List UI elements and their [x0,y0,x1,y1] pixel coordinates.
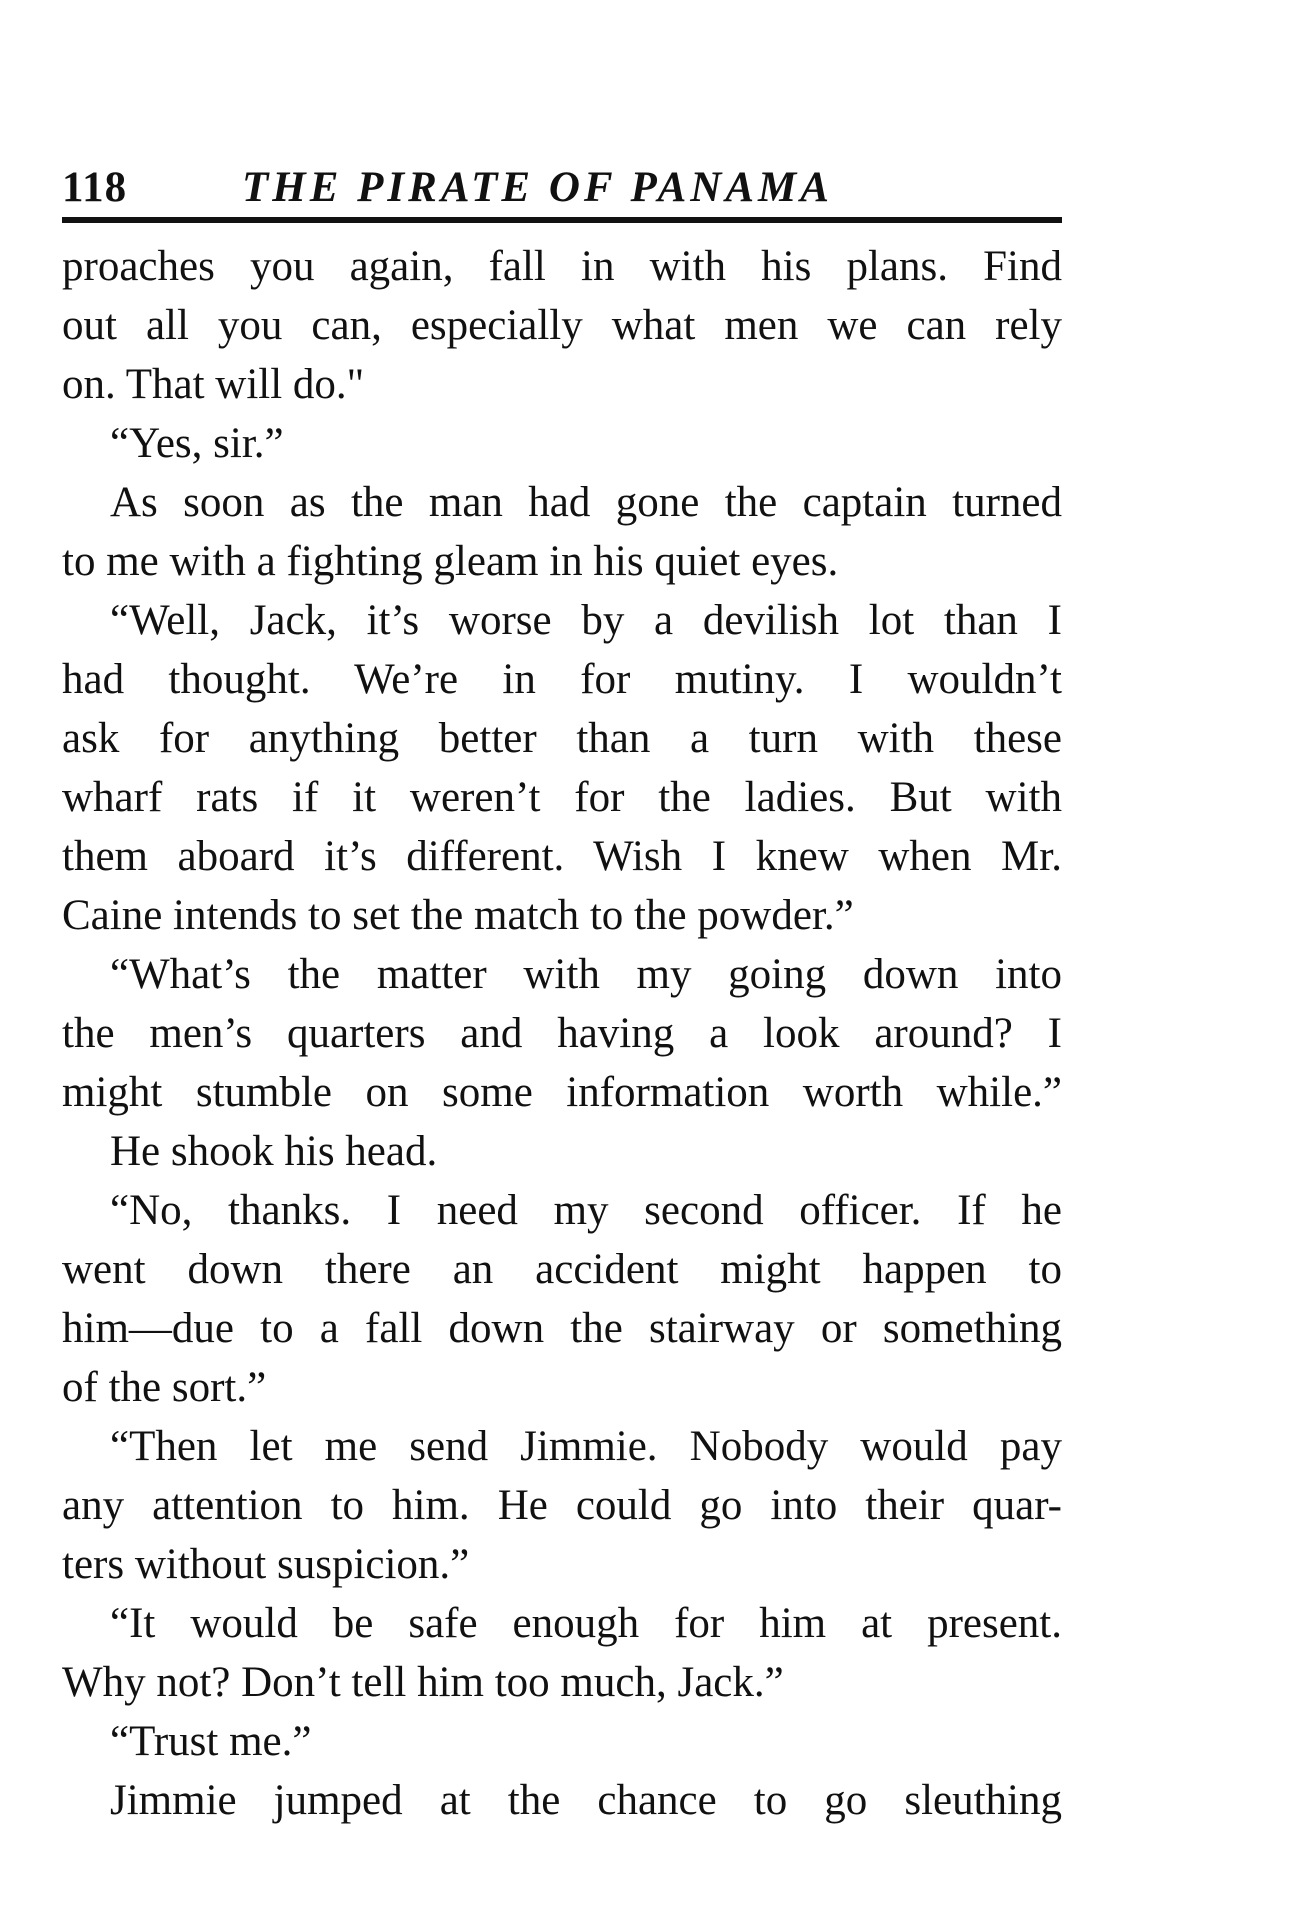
text-line: might stumble on some information worth while.” [62,1069,1062,1116]
text-line: him—due to a fall down the stairway or something [62,1305,1062,1352]
text-line: out all you can, especially what men we can rely [62,302,1062,349]
text-line: “Then let me send Jimmie. Nobody would pay [110,1423,1062,1470]
text-line: “Trust me.” [110,1718,312,1765]
text-line: proaches you again, fall in with his plans. Find [62,243,1062,290]
text-line: “What’s the matter with my going down into [110,951,1062,998]
text-line: “No, thanks. I need my second officer. If he [110,1187,1062,1234]
page-number: 118 [62,164,128,211]
text-line: He shook his head. [110,1128,438,1175]
text-line: Jimmie jumped at the chance to go sleuthing [110,1777,1062,1824]
text-line: As soon as the man had gone the captain turned [110,479,1062,526]
text-line: “Well, Jack, it’s worse by a devilish lot than I [110,597,1062,644]
text-line: “It would be safe enough for him at present. [110,1600,1062,1647]
text-line: them aboard it’s different. Wish I knew when Mr. [62,833,1062,880]
page-header [62,160,1062,216]
text-line: on. That will do." [62,361,365,408]
body-text [62,237,1062,1830]
text-line: the men’s quarters and having a look around? I [62,1010,1062,1057]
text-line: “Yes, sir.” [110,420,284,467]
text-line: of the sort.” [62,1364,267,1411]
text-line: Why not? Don’t tell him too much, Jack.” [62,1659,784,1706]
text-line: ters without suspicion.” [62,1541,470,1588]
text-line: had thought. We’re in for mutiny. I wouldn’t [62,656,1062,703]
text-line: wharf rats if it weren’t for the ladies. But with [62,774,1062,821]
text-line: any attention to him. He could go into their quar- [62,1482,1062,1529]
text-line: ask for anything better than a turn with these [62,715,1062,762]
header-rule [62,217,1062,223]
text-line: to me with a fighting gleam in his quiet eyes. [62,538,839,585]
running-title: THE PIRATE OF PANAMA [242,164,833,211]
text-line: Caine intends to set the match to the powder.” [62,892,854,939]
text-line: went down there an accident might happen to [62,1246,1062,1293]
